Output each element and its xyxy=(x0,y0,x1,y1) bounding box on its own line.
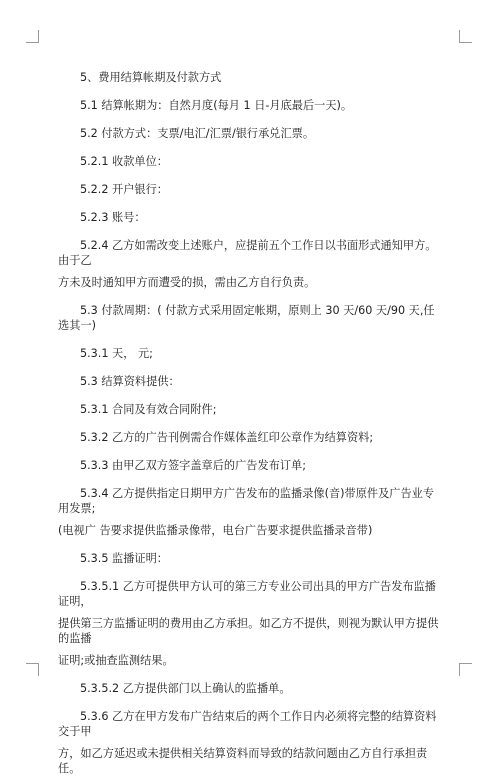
crop-mark-bottom-left xyxy=(26,663,39,676)
crop-mark-top-right xyxy=(459,30,472,43)
paragraph-5-3-6-line2: 方，如乙方延迟或未提供相关结算资料而导致的结款问题由乙方自行承担责任。 xyxy=(58,747,428,775)
paragraph-5-3-4-line1: 5.3.4 乙方提供指定日期甲方广告发布的监播录像(音)带原件及广告业专用发票; xyxy=(58,487,435,515)
paragraph-5-3-6-line1: 5.3.6 乙方在甲方发布广告结束后的两个工作日内必须将完整的结算资料交于甲 xyxy=(58,710,437,738)
paragraph-5-3-5-1-line3: 证明;或抽查监测结果。 xyxy=(58,654,174,667)
crop-mark-top-left xyxy=(26,30,39,43)
paragraph-5-3-5-1-line2: 提供第三方监播证明的费用由乙方承担。如乙方不提供，则视为默认甲方提供的监播 xyxy=(58,617,439,645)
paragraph-5-3-payment-cycle: 5.3 付款周期：( 付款方式采用固定帐期，原则上 30 天/60 天/90 天,任选其一) xyxy=(58,304,435,332)
paragraph-5-3-4-line2: (电视广 告要求提供监播录像带，电台广告要求提供监播录音带) xyxy=(58,524,373,537)
paragraph-5-3-2: 5.3.2 乙方的广告刊例需合作媒体盖红印公章作为结算资料; xyxy=(80,431,374,444)
paragraph-5-2-1: 5.2.1 收款单位： xyxy=(80,155,168,168)
paragraph-5-2-3: 5.2.3 账号： xyxy=(80,211,146,224)
crop-mark-bottom-right xyxy=(459,663,472,676)
paragraph-5-3-1-days: 5.3.1 天， 元; xyxy=(80,347,153,360)
section-heading: 5、费用结算帐期及付款方式 xyxy=(80,71,222,84)
paragraph-5-2-4-line1: 5.2.4 乙方如需改变上述账户，应提前五个工作日以书面形式通知甲方。由于乙 xyxy=(58,239,437,267)
paragraph-5-3-5-1-line1: 5.3.5.1 乙方可提供甲方认可的第三方专业公司出具的甲方广告发布监播证明， xyxy=(58,580,436,608)
paragraph-5-2: 5.2 付款方式：支票/电汇/汇票/银行承兑汇票。 xyxy=(80,127,315,140)
paragraph-5-1: 5.1 结算帐期为：自然月度(每月 1 日-月底最后一天)。 xyxy=(80,99,353,112)
paragraph-5-3-5: 5.3.5 监播证明： xyxy=(80,552,168,565)
paragraph-5-3-1-contract: 5.3.1 合同及有效合同附件; xyxy=(80,403,217,416)
paragraph-5-3-materials: 5.3 结算资料提供： xyxy=(80,375,180,388)
paragraph-5-3-5-2: 5.3.5.2 乙方提供部门以上确认的监播单。 xyxy=(80,682,291,695)
paragraph-5-3-3: 5.3.3 由甲乙双方签字盖章后的广告发布订单; xyxy=(80,459,306,472)
paragraph-5-2-2: 5.2.2 开户银行： xyxy=(80,183,168,196)
document-body xyxy=(58,70,442,776)
paragraph-5-2-4-line2: 方未及时通知甲方而遭受的损，需由乙方自行负责。 xyxy=(58,276,316,289)
